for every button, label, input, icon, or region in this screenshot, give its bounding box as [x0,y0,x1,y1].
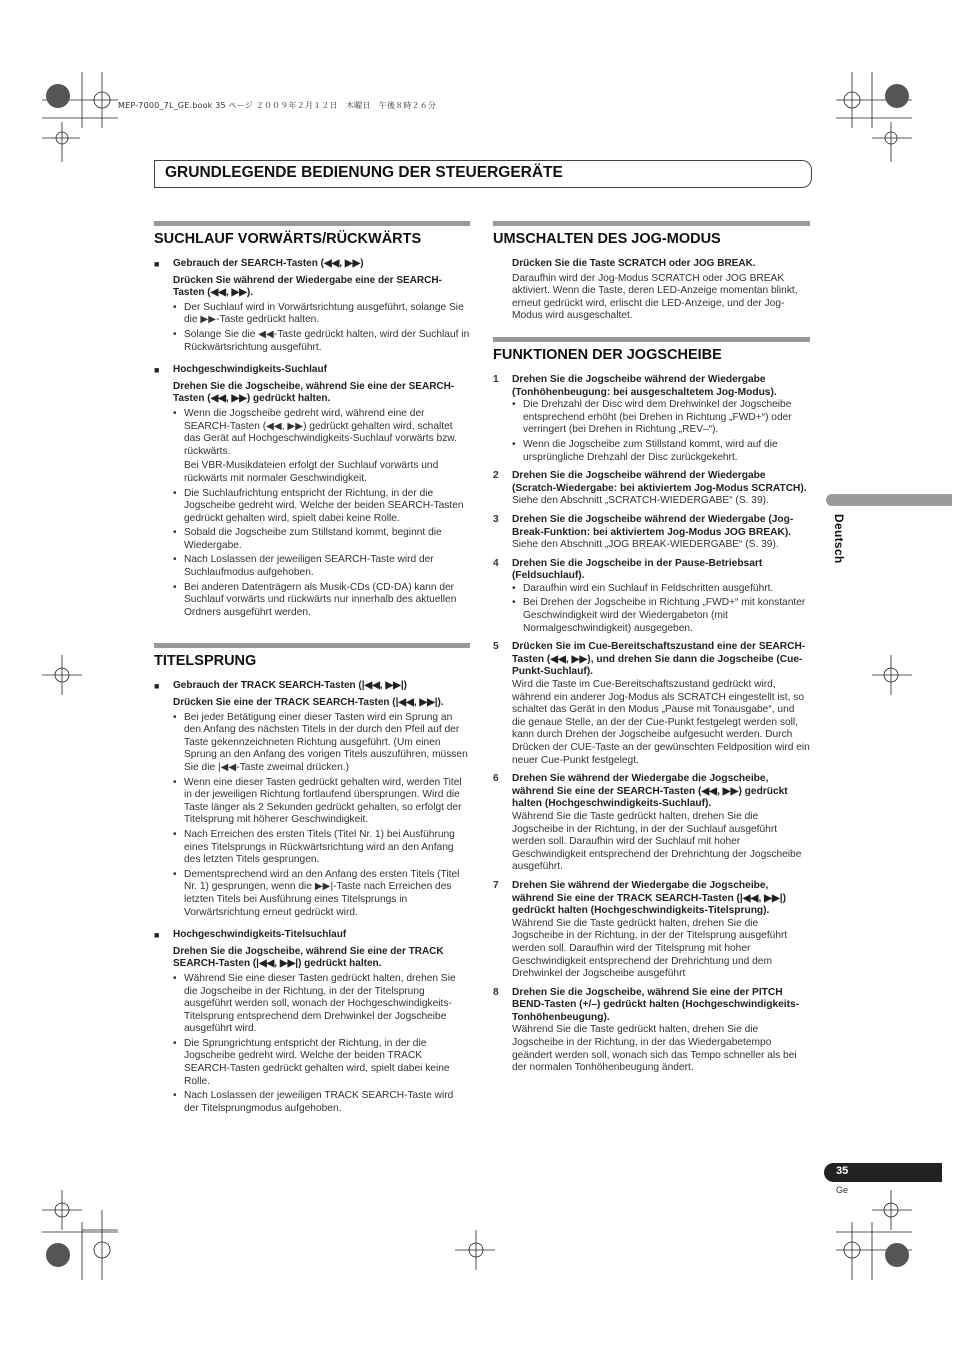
instruction: Drücken Sie die Taste SCRATCH oder JOG BREAK. [512,258,756,269]
list-item: • Bei jeder Betätigung einer dieser Tasten wird ein Sprung an den Anfang des nächsten Titels in der durch den Pfeil auf der Taste gekennzeichneten Richtung ausgeführt. (Um einen Sprung an den Anfang des vorigen Titels auszuführen, müssen Sie die |◀◀-Taste zweimal drücken.) [184,712,470,775]
book-file-header: MEP-7000_7L_GE.book 35 ページ ２００９年２月１２日 木曜日 午後８時２６分 [118,101,437,110]
section-title-jogscheibe: FUNKTIONEN DER JOGSCHEIBE [493,346,722,363]
list-item: • Während Sie eine dieser Tasten gedrückt halten, drehen Sie die Jogscheibe in der Richtung, in der der Titelsprung ausgeführt werden soll, wonach der Hochgeschwindigkeits-Titelsprung entsprechend dem Drehwinkel der Jogscheibe ausgeführt wird. [184,973,470,1036]
step-item [493,987,810,1075]
section-title-titelsprung: TITELSPRUNG [154,653,257,670]
bullet-list [154,973,470,1116]
step-number: 2 [493,470,499,482]
bullet-list [154,408,470,620]
step-instruction: Drehen Sie während der Wiedergabe die Jogscheibe, während Sie eine der TRACK SEARCH-Tasten (|◀◀, ▶▶|) gedrückt halten (Hochgeschwindigkeits-Titelsprung). [512,879,787,917]
bullet-list [512,583,810,635]
step-text: Während Sie die Taste gedrückt halten, drehen Sie die Jogscheibe in der Richtung, in der das Wiedergabetempo geändert werden soll, wonach sich das Tempo schneller als bei der normalen Tonhöhenbeugung ändert. [512,1024,797,1074]
step-number: 1 [493,373,499,385]
list-item: • Die Sprungrichtung entspricht der Richtung, in der die Jogscheibe gedreht wird. Welche der beiden TRACK SEARCH-Tasten gedrückt gehalten wird, spielt dabei keine Rolle. [184,1038,470,1088]
step-text: Siehe den Abschnitt „JOG BREAK-WIEDERGABE“ (S. 39). [512,539,779,551]
step-number: 6 [493,773,499,785]
step-number: 5 [493,641,499,653]
step-instruction: Drehen Sie die Jogscheibe während der Wiedergabe (Jog-Break-Funktion: bei aktiviertem Jog-Modus JOG BREAK). [512,513,794,538]
step-instruction: Drehen Sie die Jogscheibe während der Wiedergabe (Tonhöhenbeugung: bei ausgeschaltetem Jog-Modus). [512,373,777,398]
list-item: • Wenn eine dieser Tasten gedrückt gehalten wird, werden Titel in der jeweiligen Richtung fortlaufend übersprungen. Wird die Taste länger als 2 Sekunden gedrückt gehalten, so erfolgt der Titelsprung mit höherer Geschwindigkeit. [184,777,470,827]
list-item: • Die Drehzahl der Disc wird dem Drehwinkel der Jogscheibe entsprechend erhöht (bei Drehen in Richtung „FWD+“) oder verringert (bei Drehen in Richtung „REV–“). [523,399,810,437]
list-item: • Nach Loslassen der jeweiligen SEARCH-Taste wird der Suchlaufmodus aufgehoben. [184,554,470,579]
step-number: 7 [493,879,499,891]
step-instruction: Drehen Sie die Jogscheibe, während Sie eine der PITCH BEND-Tasten (+/–) gedrückt halten (Hochgeschwindigkeits-Tonhöhenbeugung). [512,986,800,1023]
step-item [493,558,810,636]
step-text: Siehe den Abschnitt „SCRATCH-WIEDERGABE“ (S. 39). [512,495,769,507]
instruction: Drehen Sie die Jogscheibe, während Sie eine der SEARCH-Tasten (◀◀, ▶▶) gedrückt halten. [173,380,455,405]
steps-list [493,374,810,1075]
step-item [493,773,810,874]
left-column [154,221,470,1125]
section-title-jog-modus: UMSCHALTEN DES JOG-MODUS [493,231,721,247]
bullet-list [512,399,810,464]
section-bar [154,221,470,226]
step-text: Während Sie die Taste gedrückt halten, drehen Sie die Jogscheibe in der Richtung, in der der Titelsprung ausgeführt werden soll. Daraufhin wird der Titelsprung mit hoher Geschwindigkeit entsprechend der Drehrichtung und dem Drehwinkel der Jogscheibe ausgeführt [512,917,788,980]
step-number: 4 [493,557,499,569]
instruction: Drehen Sie die Jogscheibe, während Sie eine der TRACK SEARCH-Tasten (|◀◀, ▶▶|) gedrückt halten. [173,945,444,970]
right-column [493,221,810,1081]
step-instruction: Drehen Sie die Jogscheibe während der Wiedergabe (Scratch-Wiedergabe: bei aktiviertem Jog-Modus SCRATCH). [512,470,807,494]
list-note: Bei VBR-Musikdateien erfolgt der Suchlauf vorwärts und rückwärts mit normaler Geschwindigkeit. [184,460,439,484]
list-item: • Solange Sie die ◀◀-Taste gedrückt halten, wird der Suchlauf in Rückwärtsrichtung ausgeführt. [184,329,470,354]
list-item: • Wenn die Jogscheibe zum Stillstand kommt, wird auf die ursprüngliche Drehzahl der Disc zurückgekehrt. [523,439,810,464]
page-title-box [154,160,812,188]
list-item-text: Wenn die Jogscheibe gedreht wird, während eine der SEARCH-Tasten (◀◀, ▶▶) gedrückt gehalten wird, schaltet das Gerät auf Hochgeschwindigkeits-Suchlauf vorwärts bzw. rückwärts. [184,407,457,457]
bullet-list [154,302,470,354]
step-item [493,641,810,767]
step-instruction: Drehen Sie die Jogscheibe in der Pause-Betriebsart (Feldsuchlauf). [512,557,763,582]
list-item: • Nach Erreichen des ersten Titels (Titel Nr. 1) bei Ausführung eines Titelsprungs in Rückwärtsrichtung wird an den Anfang des letzten Titels gesprungen. [184,829,470,867]
list-item: • Der Suchlauf wird in Vorwärtsrichtung ausgeführt, solange Sie die ▶▶-Taste gedrückt halten. [184,302,470,327]
step-number: 3 [493,513,499,525]
section-bar [154,643,470,648]
list-item: • Nach Loslassen der jeweiligen TRACK SEARCH-Taste wird der Titelsprungmodus aufgehoben. [184,1090,470,1115]
bullet-list [154,712,470,920]
subheading-titelsuchlauf: ■ Hochgeschwindigkeits-Titelsuchlauf [154,929,470,942]
list-item: • Daraufhin wird ein Suchlauf in Feldschritten ausgeführt. [523,583,810,596]
list-item: • Dementsprechend wird an den Anfang des ersten Titels (Titel Nr. 1) gesprungen, wenn die ▶▶|-Taste nach Erreichen des letzten Titels bei Ausführung eines Titelsprungs in Vorwärtsrichtung erneut gedrückt wird. [184,869,470,919]
page-title: GRUNDLEGENDE BEDIENUNG DER STEUERGERÄTE [165,164,563,181]
step-instruction: Drücken Sie im Cue-Bereitschaftszustand eine der SEARCH-Tasten (◀◀, ▶▶), und drehen Sie dann die Jogscheibe (Cue-Punkt-Suchlauf). [512,641,806,678]
list-item: • Bei anderen Datenträgern als Musik-CDs (CD-DA) kann der Suchlauf vorwärts und rückwärts nur innerhalb des aktuellen Ordners ausgeführt werden. [184,582,470,620]
language-label: Deutsch [832,514,846,564]
subheading-hochgeschwindigkeits-suchlauf: ■ Hochgeschwindigkeits-Suchlauf [154,364,470,377]
list-item: • Die Suchlaufrichtung entspricht der Richtung, in der die Jogscheibe gedreht wird. Welche der beiden SEARCH-Tasten gedrückt gehalten wird, spielt dabei keine Rolle. [184,488,470,526]
section-title-suchlauf: SUCHLAUF VORWÄRTS/RÜCKWÄRTS [154,231,422,247]
step-number: 8 [493,986,499,998]
list-item: • Sobald die Jogscheibe zum Stillstand kommt, beginnt die Wiedergabe. [184,527,470,552]
page-language-code: Ge [836,1185,849,1195]
section-bar [493,337,810,342]
step-text: Wird die Taste im Cue-Bereitschaftszustand gedrückt wird, während ein anderer Jog-Modus als SCRATCH eingestellt ist, so schaltet das Gerät in den Modus „Pause mit Tonausgabe“, und die genaue Stelle, an der der Cue-Punkt festgelegt werden soll, kann durch Drehen der Jogscheibe aufgesucht werden. Durch Drücken der CUE-Taste an der gewünschten Feldposition wird ein neuer Cue-Punkt festgelegt. [512,679,810,766]
step-instruction: Drehen Sie während der Wiedergabe die Jogscheibe, während Sie eine der SEARCH-Tasten (◀◀, ▶▶) gedrückt halten (Hochgeschwindigkeits-Suchlauf). [512,773,788,810]
instruction: Drücken Sie eine der TRACK SEARCH-Tasten (|◀◀, ▶▶|). [173,697,444,709]
subheading-search-tasten: ■ Gebrauch der SEARCH-Tasten (◀◀, ▶▶) [154,258,470,271]
instruction: Drücken Sie während der Wiedergabe eine der SEARCH-Tasten (◀◀, ▶▶). [173,274,442,299]
subheading-track-search: ■ Gebrauch der TRACK SEARCH-Tasten (|◀◀, ▶▶|) [154,680,470,693]
paragraph: Daraufhin wird der Jog-Modus SCRATCH oder JOG BREAK aktiviert. Wenn die Taste, deren LED-Anzeige momentan blinkt, erneut gedrückt wird, erlischt die LED-Anzeige, und der Jog-Modus wird ausgeschaltet. [512,272,798,322]
step-item [493,470,810,508]
language-tab [826,494,952,506]
step-item [493,880,810,981]
list-item: • Bei Drehen der Jogscheibe in Richtung „FWD+“ mit konstanter Geschwindigkeit wird der Wiedergabeton (mit Normalgeschwindigkeit) ausgegeben. [523,597,810,635]
section-bar [493,221,810,226]
step-text: Während Sie die Taste gedrückt halten, drehen Sie die Jogscheibe in der Richtung, in der der Suchlauf ausgeführt werden soll. Daraufhin wird der Suchlauf mit hoher Geschwindigkeit entsprechend der Drehrichtung der Jogscheibe ausgeführt. [512,810,802,873]
list-item [184,408,470,486]
page-number: 35 [836,1165,849,1177]
step-item [493,374,810,464]
step-item [493,514,810,552]
